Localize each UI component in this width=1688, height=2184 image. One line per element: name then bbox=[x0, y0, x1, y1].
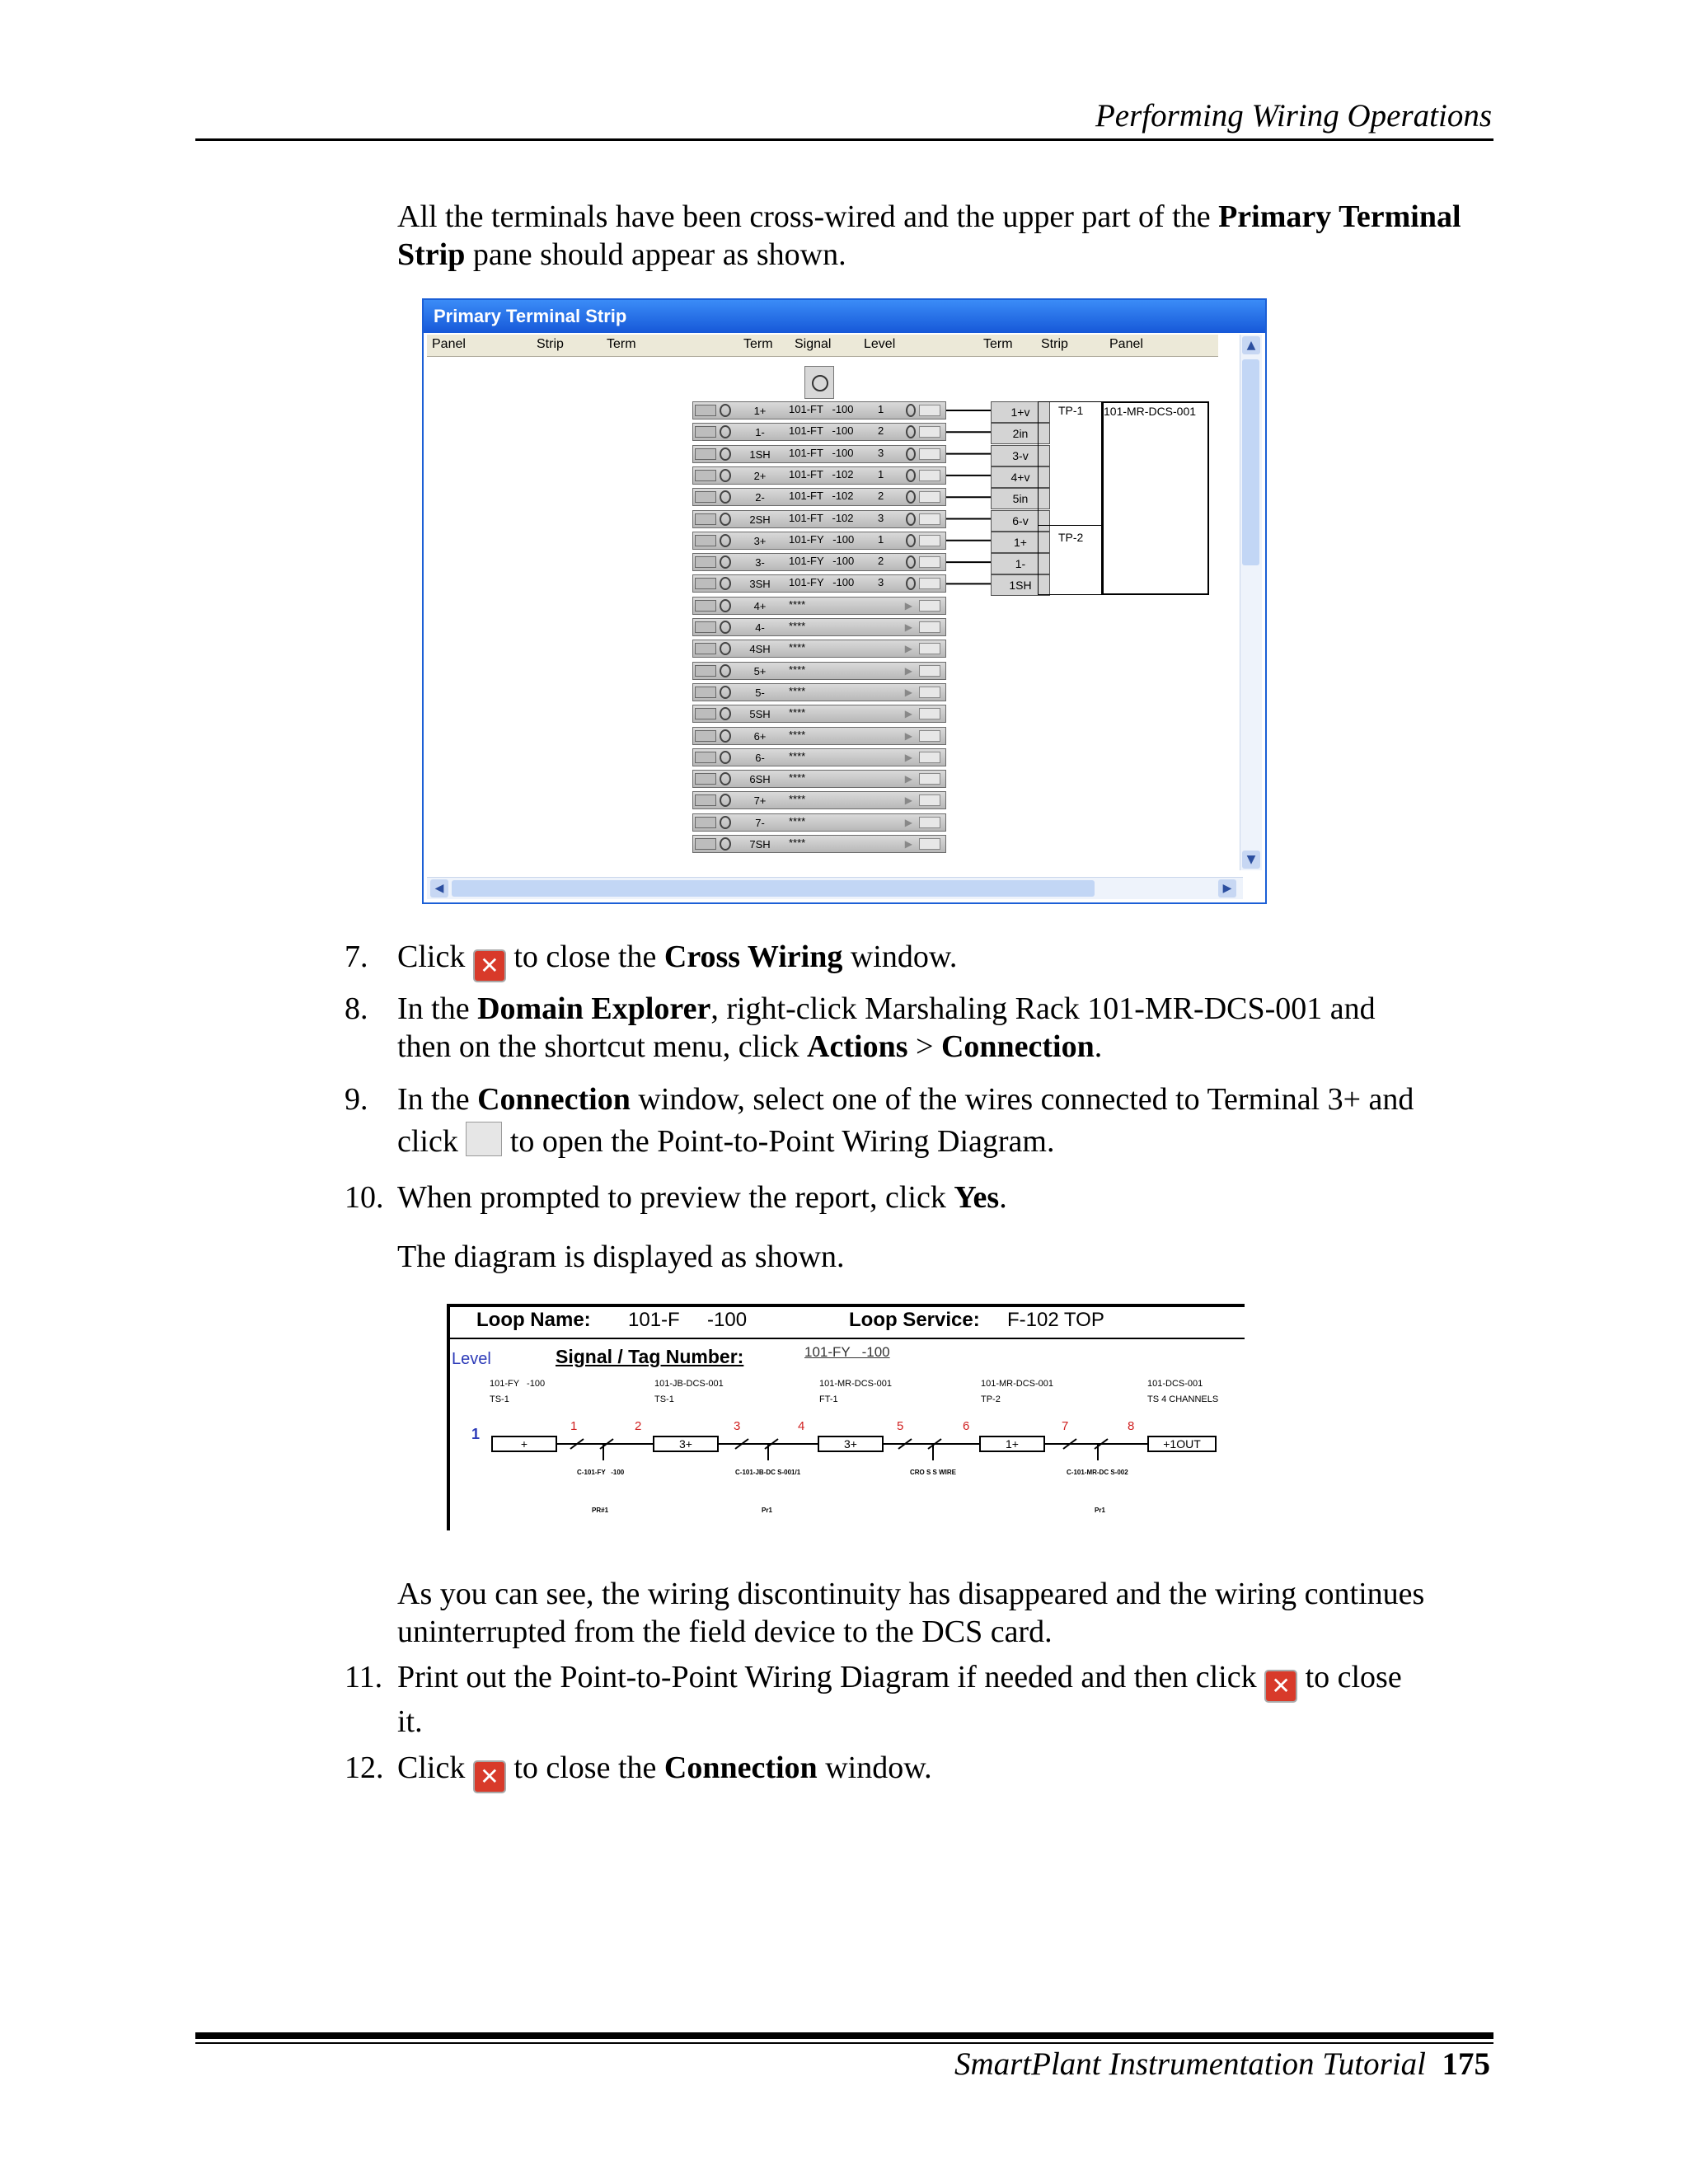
terminal-label: 2SH bbox=[749, 513, 771, 526]
terminal-label: 1+ bbox=[753, 405, 767, 417]
cable-2: C-101-JB-DC S-001/1 bbox=[735, 1469, 801, 1476]
terminal-label: 1- bbox=[755, 426, 765, 439]
pair-2: Pr1 bbox=[762, 1507, 772, 1514]
wiring-diagram-icon[interactable] bbox=[466, 1122, 502, 1156]
signal-label: 101-FT -100 bbox=[789, 403, 854, 415]
arrow-right-icon: ▶ bbox=[904, 664, 912, 677]
terminal-label: 7SH bbox=[749, 838, 771, 851]
footer-rule-thin bbox=[195, 2042, 1493, 2044]
arrow-right-icon: ▶ bbox=[904, 599, 912, 612]
destination-terminal[interactable]: 2in bbox=[991, 423, 1050, 444]
signal-label: 101-FY -100 bbox=[789, 576, 855, 589]
terminal-label: 3+ bbox=[753, 534, 767, 547]
node-2: 2 bbox=[635, 1419, 642, 1433]
level-label: 2 bbox=[878, 424, 884, 438]
arrow-right-icon: ▶ bbox=[904, 816, 912, 828]
cable-4: C-101-MR-DC S-002 bbox=[1067, 1469, 1128, 1476]
destination-terminal[interactable]: 1+ bbox=[991, 532, 1050, 553]
step-12: 12. Click ✕ to close the Connection window. bbox=[397, 1749, 932, 1793]
arrow-right-icon: ▶ bbox=[904, 751, 912, 763]
level-label: 2 bbox=[878, 490, 884, 503]
col-level[interactable]: Level bbox=[864, 337, 896, 351]
destination-terminal[interactable]: 1- bbox=[991, 553, 1050, 574]
signal-label: 101-FY -100 bbox=[789, 532, 855, 546]
window-title: Primary Terminal Strip bbox=[424, 300, 1265, 333]
level-label: 3 bbox=[878, 446, 884, 459]
signal-label: 101-FY -100 bbox=[789, 555, 855, 568]
node-6: 6 bbox=[963, 1419, 970, 1433]
col-5-line-1: 101-DCS-001 bbox=[1147, 1379, 1203, 1389]
col-1-line-1: 101-FY -100 bbox=[490, 1379, 546, 1389]
footer-rule-thick bbox=[195, 2032, 1493, 2039]
signal-label: **** bbox=[789, 814, 806, 827]
col-term[interactable]: Term bbox=[607, 337, 636, 351]
primary-terminal-strip-window bbox=[422, 298, 1267, 904]
signal-tag-value: 101-FY -100 bbox=[804, 1344, 890, 1360]
level-label: Level bbox=[452, 1350, 491, 1368]
horizontal-scroll-thumb[interactable] bbox=[452, 880, 1095, 897]
node-7: 7 bbox=[1062, 1419, 1069, 1433]
col-panel[interactable]: Panel bbox=[432, 337, 466, 351]
page-number: 175 bbox=[1442, 2046, 1490, 2082]
strip-tp1: TP-1 bbox=[1058, 404, 1084, 417]
terminal-label: 7+ bbox=[753, 794, 767, 808]
level-label: 2 bbox=[878, 555, 884, 568]
box-jb-3plus: 3+ bbox=[653, 1436, 719, 1452]
wire-path bbox=[447, 1304, 1245, 1530]
wiring-diagram bbox=[447, 1304, 1245, 1530]
signal-label: **** bbox=[789, 620, 806, 632]
step-8: 8. In the Domain Explorer, right-click Marshaling Rack 101-MR-DCS-001 and then on the shortcut menu, click Actions > Connection. bbox=[345, 991, 1376, 1064]
terminal-label: 4SH bbox=[749, 643, 771, 656]
level-label: 1 bbox=[878, 467, 884, 480]
scroll-right-icon[interactable]: ▶ bbox=[1218, 879, 1236, 898]
diagram-intro: The diagram is displayed as shown. bbox=[397, 1240, 845, 1274]
terminal-label: 6+ bbox=[753, 729, 767, 743]
destination-terminal[interactable]: 6-v bbox=[991, 510, 1050, 532]
destination-terminal[interactable]: 4+v bbox=[991, 466, 1050, 488]
col-strip[interactable]: Strip bbox=[537, 337, 564, 351]
scroll-left-icon[interactable]: ◀ bbox=[430, 879, 448, 898]
col-5-line-2: TS 4 CHANNELS bbox=[1147, 1394, 1219, 1404]
level-label: 1 bbox=[878, 403, 884, 415]
signal-tag-label: Signal / Tag Number: bbox=[556, 1346, 744, 1367]
signal-label: **** bbox=[789, 663, 806, 676]
signal-label: 101-FT -102 bbox=[789, 511, 854, 524]
node-1: 1 bbox=[570, 1419, 578, 1433]
terminal-label: 1SH bbox=[749, 448, 771, 461]
arrow-right-icon: ▶ bbox=[904, 794, 912, 807]
signal-label: **** bbox=[789, 749, 806, 762]
running-header: Performing Wiring Operations bbox=[1095, 98, 1492, 134]
col-4-line-1: 101-MR-DCS-001 bbox=[981, 1379, 1054, 1389]
node-8: 8 bbox=[1128, 1419, 1135, 1433]
node-4: 4 bbox=[798, 1419, 805, 1433]
step-11: 11. Print out the Point-to-Point Wiring Diagram if needed and then click ✕ to close it. bbox=[345, 1660, 1402, 1739]
terminal-label: 4+ bbox=[753, 599, 767, 612]
pair-3: Pr1 bbox=[1095, 1507, 1105, 1514]
level-label: 1 bbox=[878, 532, 884, 546]
arrow-right-icon: ▶ bbox=[904, 686, 912, 698]
terminal-label: 2- bbox=[755, 491, 765, 504]
cable-3: CRO S S WIRE bbox=[910, 1469, 957, 1476]
step-9: 9. In the Connection window, select one of the wires connected to Terminal 3+ and click to open the Point-to-Point Wiring Diagram. bbox=[345, 1082, 1414, 1159]
scroll-up-icon[interactable]: ▲ bbox=[1242, 336, 1260, 354]
terminal-label: 5SH bbox=[749, 708, 771, 721]
terminal-label: 4- bbox=[755, 621, 765, 634]
signal-label: **** bbox=[789, 684, 806, 697]
col-3-line-1: 101-MR-DCS-001 bbox=[819, 1379, 893, 1389]
vertical-scroll-thumb[interactable] bbox=[1242, 359, 1259, 565]
scroll-down-icon[interactable]: ▼ bbox=[1242, 851, 1260, 869]
col-strip-2[interactable]: Strip bbox=[1041, 337, 1068, 351]
destination-terminal[interactable]: 3-v bbox=[991, 445, 1050, 466]
intro-paragraph: All the terminals have been cross-wired and the upper part of the Primary Terminal Strip pane should appear as shown. bbox=[397, 199, 1461, 272]
col-term-3[interactable]: Term bbox=[983, 337, 1013, 351]
col-2-line-1: 101-JB-DCS-001 bbox=[654, 1379, 724, 1389]
signal-label: 101-FT -100 bbox=[789, 424, 854, 438]
arrow-right-icon: ▶ bbox=[904, 729, 912, 742]
signal-label: **** bbox=[789, 641, 806, 654]
signal-label: 101-FT -102 bbox=[789, 490, 854, 503]
pair-1: PR#1 bbox=[592, 1507, 609, 1514]
panel-label: 101-MR-DCS-001 bbox=[1104, 405, 1197, 418]
step-7: 7. Click ✕ to close the Cross Wiring window. bbox=[397, 938, 957, 982]
header-rule bbox=[195, 138, 1493, 141]
box-tp-1plus: 1+ bbox=[979, 1436, 1045, 1452]
col-term-2[interactable]: Term bbox=[743, 337, 773, 351]
signal-label: **** bbox=[789, 837, 806, 849]
col-3-line-2: FT-1 bbox=[819, 1394, 838, 1404]
terminal-label: 6SH bbox=[749, 773, 771, 786]
arrow-right-icon: ▶ bbox=[904, 838, 912, 850]
node-5: 5 bbox=[897, 1419, 904, 1433]
step-10: 10. When prompted to preview the report, click Yes. bbox=[345, 1180, 1007, 1215]
close-x-icon[interactable]: ✕ bbox=[1264, 1670, 1297, 1703]
signal-label: **** bbox=[789, 793, 806, 806]
col-panel-2[interactable]: Panel bbox=[1109, 337, 1143, 351]
strip-tp2: TP-2 bbox=[1058, 531, 1084, 544]
signal-label: 101-FT -100 bbox=[789, 446, 854, 459]
loop-service-label: Loop Service: bbox=[849, 1309, 980, 1331]
box-mr-3plus: 3+ bbox=[818, 1436, 884, 1452]
destination-terminal[interactable]: 1SH bbox=[991, 574, 1050, 596]
running-footer bbox=[954, 2046, 1490, 2083]
terminal-label: 6- bbox=[755, 751, 765, 764]
vertical-scrollbar[interactable] bbox=[1240, 335, 1262, 870]
terminal-label: 5- bbox=[755, 686, 765, 699]
arrow-right-icon: ▶ bbox=[904, 773, 912, 785]
destination-terminal[interactable]: 5in bbox=[991, 488, 1050, 509]
signal-label: **** bbox=[789, 706, 806, 719]
level-number: 1 bbox=[471, 1426, 481, 1442]
level-label: 3 bbox=[878, 576, 884, 589]
col-4-line-2: TP-2 bbox=[981, 1394, 1001, 1404]
arrow-right-icon: ▶ bbox=[904, 621, 912, 633]
col-2-line-2: TS-1 bbox=[654, 1394, 674, 1404]
arrow-right-icon: ▶ bbox=[904, 708, 912, 720]
node-3: 3 bbox=[734, 1419, 741, 1433]
destination-terminal[interactable]: 1+v bbox=[991, 401, 1050, 423]
box-field-plus: + bbox=[491, 1436, 557, 1452]
level-label: 3 bbox=[878, 511, 884, 524]
horizontal-scrollbar[interactable] bbox=[427, 877, 1243, 899]
conclusion-paragraph: As you can see, the wiring discontinuity has disappeared and the wiring continues uninterrupted from the field device to the DCS card. bbox=[397, 1577, 1425, 1649]
footer-title: SmartPlant Instrumentation Tutorial bbox=[954, 2046, 1426, 2082]
box-dcs-1out: +1OUT bbox=[1147, 1436, 1217, 1452]
loop-name-value: 101-F -100 bbox=[628, 1309, 748, 1331]
signal-label: **** bbox=[789, 728, 806, 741]
close-x-icon[interactable]: ✕ bbox=[473, 949, 506, 982]
signal-label: 101-FT -102 bbox=[789, 467, 854, 480]
loop-name-label: Loop Name: bbox=[476, 1309, 591, 1331]
signal-label: **** bbox=[789, 598, 806, 611]
strip-box bbox=[1038, 401, 1102, 595]
terminal-label: 2+ bbox=[753, 469, 767, 482]
cable-1: C-101-FY -100 bbox=[577, 1469, 625, 1476]
close-x-icon[interactable]: ✕ bbox=[473, 1760, 506, 1793]
signal-label: **** bbox=[789, 771, 806, 785]
terminal-label: 5+ bbox=[753, 664, 767, 677]
arrow-right-icon: ▶ bbox=[904, 643, 912, 655]
loop-service-value: F-102 TOP bbox=[1007, 1309, 1104, 1331]
col-signal[interactable]: Signal bbox=[795, 337, 832, 351]
panel-box bbox=[1102, 401, 1209, 595]
col-1-line-2: TS-1 bbox=[490, 1394, 509, 1404]
terminal-label: 3SH bbox=[749, 578, 771, 591]
terminal-label: 3- bbox=[755, 556, 765, 569]
terminal-label: 7- bbox=[755, 816, 765, 829]
